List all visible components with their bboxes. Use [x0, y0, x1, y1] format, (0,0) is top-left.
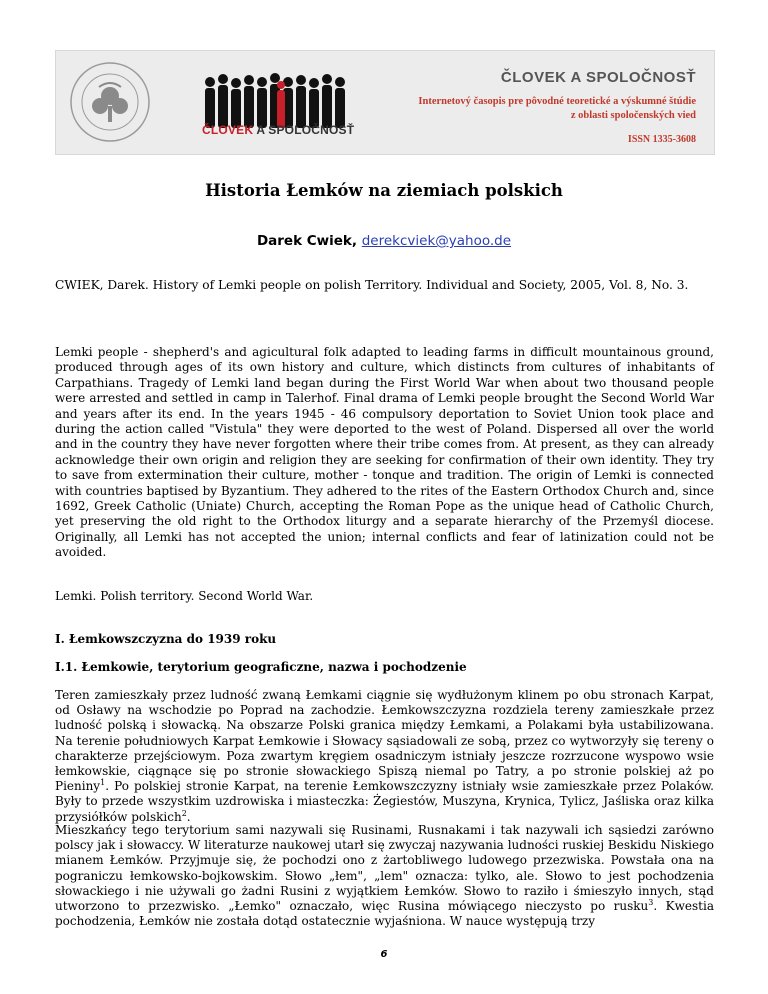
footnote-ref[interactable]: 3	[648, 898, 654, 908]
abstract: Lemki people - shepherd's and agicultural folk adapted to leading farms in difficult mountainous ground, produced through ages of its own history and culture, which distincts from cultures of inhabitants of Carpathians. Tragedy of Lemki land began during the First World War when about two thousand people were arrested and settled in camp in Talerhof. Final drama of Lemki people brought the Second World War and years after its end. In the years 1945 - 46 compulsory deportation to Soviet Union took place and during the action called "Vistula" they were deported to the west of Poland. Dispersed all over the world and in the country they have never forgotten where their tribe comes from. At present, as they can already acknowledge their own origin and religion they are seeking for confirmation of their own identity. They try to save from extermination their culture, mother - tonque and tradition. The origin of Lemki is connected with countries baptised by Byzantium. They adhered to the rites of the Eastern Orthodox Church and, since 1692, Greek Catholic (Uniate) Church, accepting the Roman Pope as the unique head of Catholic Church, yet preserving the old right to the Orthodox liturgy and a separate hierarchy of the Przemyśl diocese. Originally, all Lemki has not accepted the union; internal conflicts and fear of latinization could not be avoided.	[55, 345, 714, 560]
article-title: Historia Łemków na ziemiach polskich	[205, 181, 563, 200]
page-number: 6	[380, 949, 388, 960]
people-silhouettes-icon	[202, 73, 352, 128]
logo-wordmark: ČLOVEK A SPOLOČNOSŤ	[202, 123, 355, 137]
section-heading: I. Łemkowszczyzna do 1939 roku	[55, 632, 277, 646]
journal-banner	[55, 50, 715, 155]
footnote-ref[interactable]: 2	[181, 808, 187, 818]
author-email-link[interactable]: derekcviek@yahoo.de	[361, 233, 512, 249]
body-paragraph: Mieszkańcy tego terytorium sami nazywali się Rusinami, Rusnakami i tak nazywali ich sąsiedzi zarówno polscy jak i słowaccy. W literaturze naukowej utarł się zwyczaj nazywania ludności ruskiej Beskidu Niskiego mianem Łemków. Przyjmuje się, że pochodzi ono z żartobliwego ludowego przezwiska. Powstała ona na pograniczu łemkowsko-bojkowskim. Słowo „łem", „lem" oznacza: tylko, ale. Słowo to jest pochodzenia słowackiego i nie używali go żadni Rusini z wyjątkiem Łemków. Słowo to raziło i śmieszyło innych, stąd utworzono to przezwisko. „Łemko" oznaczało, więc Rusina mówiącego nieczysto po rusku$^3$. Kwestia pochodzenia, Łemków nie została dotąd ostatecznie wyjaśniona. W nauce występują trzy	[55, 823, 714, 929]
body-paragraph: Teren zamieszkały przez ludność zwaną Łemkami ciągnie się wydłużonym klinem po obu stronach Karpat, od Osławy na wschodzie po Poprad na zachodzie. Łemkowszczyzna rozdziela tereny zamieszkałe przez ludność polską i słowacką. Na obszarze Polski granica między Łemkami, a Polakami była ustabilizowana. Na terenie południowych Karpat Łemkowie i Słowacy sąsiadowali ze sobą, przez co wytworzyły się tereny o charakterze przejściowym. Poza zwartym kręgiem osadniczym istniały jeszcze rozrzucone wyspowo wsie łemkowskie, ciągnące się po stronie słowackiego Spiszą niemal po Tatry, a po stronie polskiej aż po Pieniny$^1$. Po polskiej stronie Karpat, na terenie Łemkowszczyzny istniały wsie zamieszkałe przez Polaków. Były to przede wszystkim uzdrowiska i miasteczka: Żegiestów, Muszyna, Krynica, Tylicz, Jaśliska oraz kilka przysiółków polskich$^2$.	[55, 688, 714, 824]
keywords: Lemki. Polish territory. Second World War.	[55, 589, 314, 603]
journal-subtitle: Internetový časopis pre pôvodné teoretické a výskumné štúdie z oblasti spoločenských vied	[418, 96, 696, 121]
journal-seal-icon	[69, 61, 151, 143]
author-name: Darek Cwiek,	[256, 233, 358, 249]
citation: CWIEK, Darek. History of Lemki people on polish Territory. Individual and Society, 2005, Vol. 8, No. 3.	[55, 278, 689, 292]
journal-issn: ISSN 1335-3608	[627, 134, 696, 145]
author-line	[0, 233, 768, 249]
subsection-heading: I.1. Łemkowie, terytorium geograficzne, nazwa i pochodzenie	[55, 660, 467, 674]
footnote-ref[interactable]: 1	[100, 778, 106, 788]
journal-title: ČLOVEK A SPOLOČNOSŤ	[500, 69, 696, 86]
